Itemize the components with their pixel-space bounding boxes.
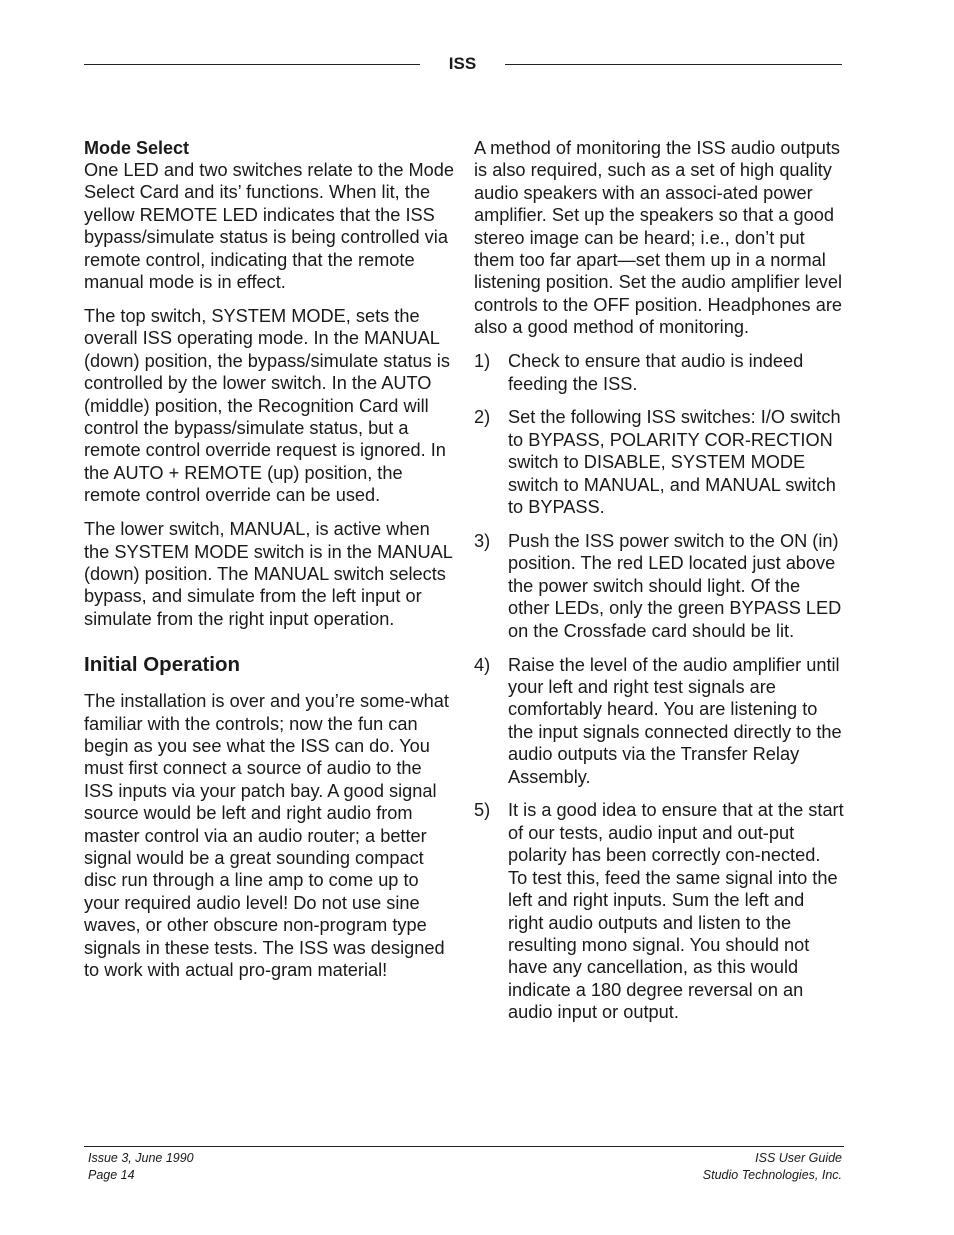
footer-issue: Issue 3, June 1990 [88,1151,194,1165]
step-number: 4) [474,654,491,675]
footer-right [703,1150,842,1183]
header-rule-right [505,64,842,65]
procedure-step [474,350,844,395]
footer-guide-title: ISS User Guide [755,1151,842,1165]
step-number: 1) [474,351,491,372]
step-number: 5) [474,800,491,821]
right-column [474,137,844,1035]
step-text: Check to ensure that audio is indeed feeding the ISS. [508,351,804,394]
procedure-step [474,406,844,518]
initial-operation-heading: Initial Operation [84,653,241,677]
footer-rule [84,1146,844,1147]
procedure-step [474,654,844,788]
initial-operation-paragraph: The installation is over and you’re some-what familiar with the controls; now the fun can begin as you see what the ISS can do. You must first connect a source of audio to the ISS inputs via your patch bay. A good signal source would be left and right audio from master control via an audio router; a better signal would be a great sounding compact disc run through a line amp to come up to your required audio level! Do not use sine waves, or other obscure non-program type signals in these tests. The ISS was designed to work with actual pro-gram material! [84,691,449,980]
footer-left [88,1150,194,1183]
step-text: Set the following ISS switches: I/O switch to BYPASS, POLARITY COR-RECTION switch to DISABLE, SYSTEM MODE switch to MANUAL, and MANUAL switch to BYPASS. [508,407,841,518]
left-column [84,137,456,993]
procedure-steps [474,350,844,1023]
procedure-step [474,530,844,642]
step-text: It is a good idea to ensure that at the start of our tests, audio input and out-put polarity has been correctly con-nected. To test this, feed the same signal into the left and right inputs. Sum the left and right audio outputs and listen to the resulting mono signal. You should not have any cancellation, as this would indicate a 180 degree reversal on an audio input or output. [508,800,844,1023]
header-rule-left [84,64,420,65]
mode-select-paragraph: The top switch, SYSTEM MODE, sets the overall ISS operating mode. In the MANUAL (down) position, the bypass/simulate status is controlled by the lower switch. In the AUTO (middle) position, the Recognition Card will control the bypass/simulate status, but a remote control override request is ignored. In the AUTO + REMOTE (up) position, the remote control override can be used. [84,305,450,506]
monitoring-paragraph: A method of monitoring the ISS audio outputs is also required, such as a set of high quality audio speakers with an associ-ated power amplifier. Set up the speakers so that a good stereo image can be heard; i.e., don’t put them too far apart—set them up in a normal listening position. Set the audio amplifier level controls to the OFF position. Headphones are also a good method of monitoring. [474,138,843,338]
step-number: 3) [474,531,491,551]
footer-company: Studio Technologies, Inc. [702,1167,842,1182]
mode-select-heading: Mode Select [84,138,190,158]
running-header-title: ISS [448,54,477,73]
procedure-step [474,799,844,1023]
mode-select-paragraph: The lower switch, MANUAL, is active when the SYSTEM MODE switch is in the MANUAL (down) position. The MANUAL switch selects bypass, and simulate from the left input or simulate from the right input operation. [84,519,453,629]
footer-page-number: Page 14 [88,1167,135,1182]
step-text: Raise the level of the audio amplifier until your left and right test signals are comfortably heard. You are listening to the input signals connected directly to the audio outputs via the Transfer Relay Assembly. [508,654,842,787]
mode-select-paragraph: One LED and two switches relate to the Mode Select Card and its’ functions. When lit, the yellow REMOTE LED indicates that the ISS bypass/simulate status is being controlled via remote control, indicating that the remote manual mode is in effect. [84,160,455,293]
step-text: Push the ISS power switch to the ON (in) position. The red LED located just above the power switch should light. Of the other LEDs, only the green BYPASS LED on the Crossfade card should be lit. [508,531,842,641]
step-number: 2) [474,407,491,428]
